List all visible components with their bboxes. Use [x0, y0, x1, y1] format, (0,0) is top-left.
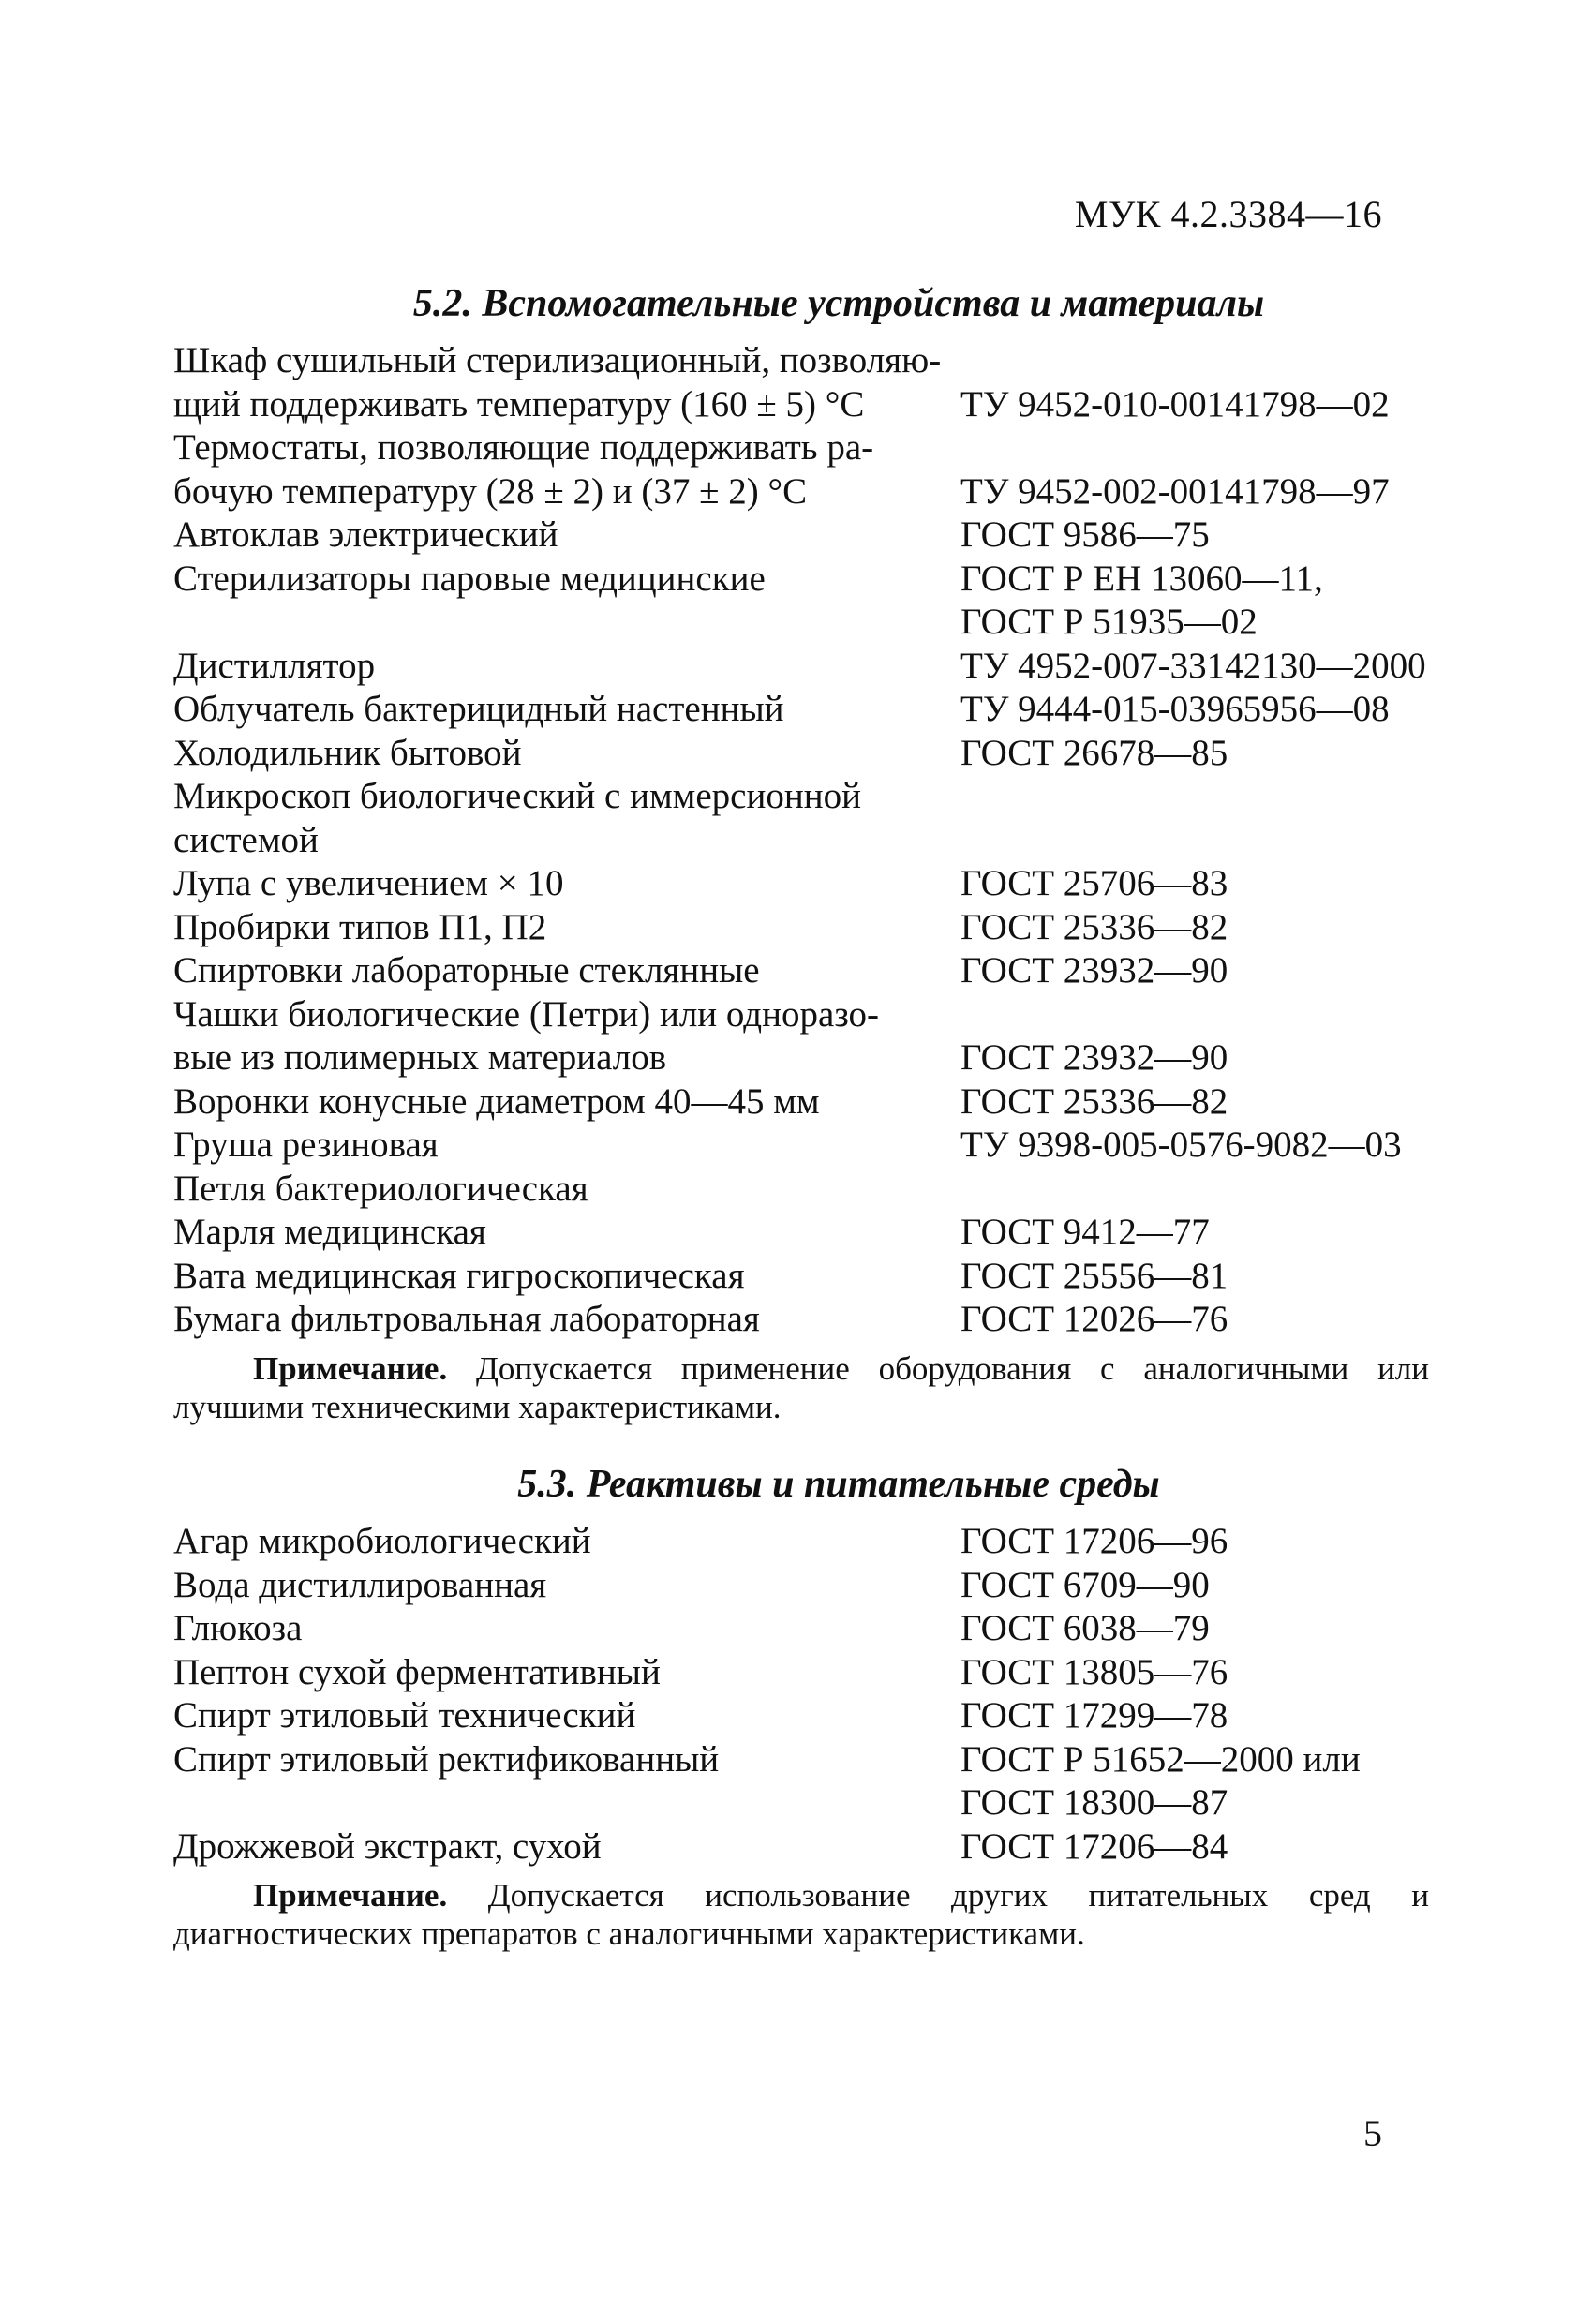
item-name: Агар микробиологический — [173, 1521, 591, 1561]
item-name: Облучатель бактерицидный настенный — [173, 689, 784, 729]
list-item — [173, 688, 1429, 732]
item-name: Холодильник бытовой — [173, 732, 522, 773]
list-item — [173, 1298, 1429, 1342]
item-name: Спирт этиловый технический — [173, 1695, 636, 1736]
item-standard: ГОСТ Р 51652—2000 или ГОСТ 18300—87 — [960, 1738, 1361, 1823]
note-label: Примечание. — [253, 1877, 448, 1914]
item-name: Бумага фильтровальная лабораторная — [173, 1299, 760, 1339]
list-item — [173, 514, 1429, 558]
section-note — [173, 1349, 1429, 1426]
list-item — [173, 862, 1429, 906]
list-item — [173, 1080, 1429, 1125]
section-title: 5.2. Вспомогательные устройства и материалы — [412, 282, 1265, 325]
item-standard: ГОСТ 25336—82 — [960, 1080, 1228, 1122]
item-name: Автоклав электрический — [173, 514, 558, 555]
item-standard: ГОСТ 25336—82 — [960, 906, 1228, 947]
item-standard: ГОСТ 9412—77 — [960, 1212, 1210, 1252]
item-standard: ГОСТ 23932—90 — [960, 1037, 1228, 1078]
list-item — [173, 993, 1429, 1080]
item-name: Шкаф сушильный стерилизационный, позволяю- щий поддерживать температуру (160 ± 5) °С — [173, 340, 942, 425]
list-item — [173, 1738, 1429, 1825]
list-item — [173, 426, 1429, 514]
item-name: Пептон сухой ферментативный — [173, 1651, 661, 1692]
item-standard: ТУ 9444-015-03965956—08 — [960, 689, 1390, 729]
item-standard: ГОСТ 13805—76 — [960, 1651, 1228, 1692]
item-name: Термостаты, позволяющие поддерживать ра- бочую температуру (28 ± 2) и (37 ± 2) °С — [173, 427, 874, 512]
page-number: 5 — [1363, 2112, 1382, 2154]
item-standard: ГОСТ 9586—75 — [960, 514, 1210, 555]
section-reagents-media — [173, 1462, 1429, 1953]
item-name: Груша резиновая — [173, 1125, 439, 1165]
item-name: Пробирки типов П1, П2 — [173, 906, 547, 947]
item-name: Петля бактериологическая — [173, 1168, 588, 1209]
list-item — [173, 732, 1429, 776]
document-code: МУК 4.2.3384—16 — [1074, 193, 1382, 235]
note-label: Примечание. — [253, 1349, 448, 1387]
item-name: Воронки конусные диаметром 40—45 мм — [173, 1080, 820, 1122]
item-name: Дистиллятор — [173, 645, 376, 686]
list-item — [173, 949, 1429, 993]
item-standard: ГОСТ 17206—84 — [960, 1825, 1228, 1867]
list-item — [173, 1255, 1429, 1299]
section-title: 5.3. Реактивы и питательные среды — [517, 1463, 1160, 1506]
list-item — [173, 906, 1429, 950]
item-standard: ГОСТ 17206—96 — [960, 1521, 1228, 1561]
item-name: Спирт этиловый ректификованный — [173, 1738, 720, 1780]
note-text: Допускается применение оборудования с аналогичными или лучшими техническими характеристиками. — [173, 1349, 1429, 1425]
item-standard: ГОСТ 26678—85 — [960, 732, 1228, 773]
item-standard: ГОСТ 17299—78 — [960, 1695, 1228, 1736]
list-item — [173, 645, 1429, 689]
list-item — [173, 1825, 1429, 1870]
items-list — [173, 339, 1429, 1342]
list-item — [173, 1520, 1429, 1564]
list-item — [173, 1564, 1429, 1608]
item-standard: ГОСТ 6038—79 — [960, 1608, 1210, 1648]
item-name: Глюкоза — [173, 1608, 303, 1648]
item-name: Дрожжевой экстракт, сухой — [173, 1825, 602, 1867]
item-name: Спиртовки лабораторные стеклянные — [173, 950, 760, 991]
item-name: Стерилизаторы паровые медицинские — [173, 558, 766, 599]
item-standard: ТУ 4952-007-33142130—2000 — [960, 645, 1426, 686]
items-list — [173, 1520, 1429, 1869]
list-item — [173, 775, 1429, 862]
item-standard: ГОСТ 25556—81 — [960, 1255, 1228, 1296]
item-standard: ГОСТ 23932—90 — [960, 950, 1228, 991]
item-standard: ТУ 9398-005-0576-9082—03 — [960, 1125, 1402, 1165]
item-standard — [960, 775, 1429, 862]
list-item — [173, 1211, 1429, 1255]
item-name: Марля медицинская — [173, 1212, 486, 1252]
item-standard: ГОСТ 6709—90 — [960, 1564, 1210, 1605]
item-standard — [960, 1168, 1429, 1212]
item-name: Чашки биологические (Петри) или одноразо- вые из полимерных материалов — [173, 993, 879, 1078]
list-item — [173, 1168, 1429, 1212]
item-name: Микроскоп биологический с иммерсионной системой — [173, 776, 861, 860]
item-standard: ГОСТ Р ЕН 13060—11, ГОСТ Р 51935—02 — [960, 558, 1323, 642]
list-item — [173, 339, 1429, 426]
item-standard: ГОСТ 12026—76 — [960, 1299, 1228, 1339]
list-item — [173, 558, 1429, 645]
list-item — [173, 1607, 1429, 1651]
item-name: Лупа с увеличением × 10 — [173, 863, 564, 903]
item-standard: ТУ 9452-010-00141798—02 — [960, 383, 1390, 425]
list-item — [173, 1124, 1429, 1168]
item-standard: ТУ 9452-002-00141798—97 — [960, 470, 1390, 512]
list-item — [173, 1694, 1429, 1738]
section-auxiliary-devices — [173, 281, 1429, 1426]
list-item — [173, 1651, 1429, 1695]
item-standard: ГОСТ 25706—83 — [960, 863, 1228, 903]
item-name: Вата медицинская гигроскопическая — [173, 1255, 745, 1296]
note-text: Допускается использование других питательных сред и диагностических препаратов с аналогичными характеристиками. — [173, 1877, 1429, 1952]
section-note — [173, 1876, 1429, 1953]
item-name: Вода дистиллированная — [173, 1564, 547, 1605]
